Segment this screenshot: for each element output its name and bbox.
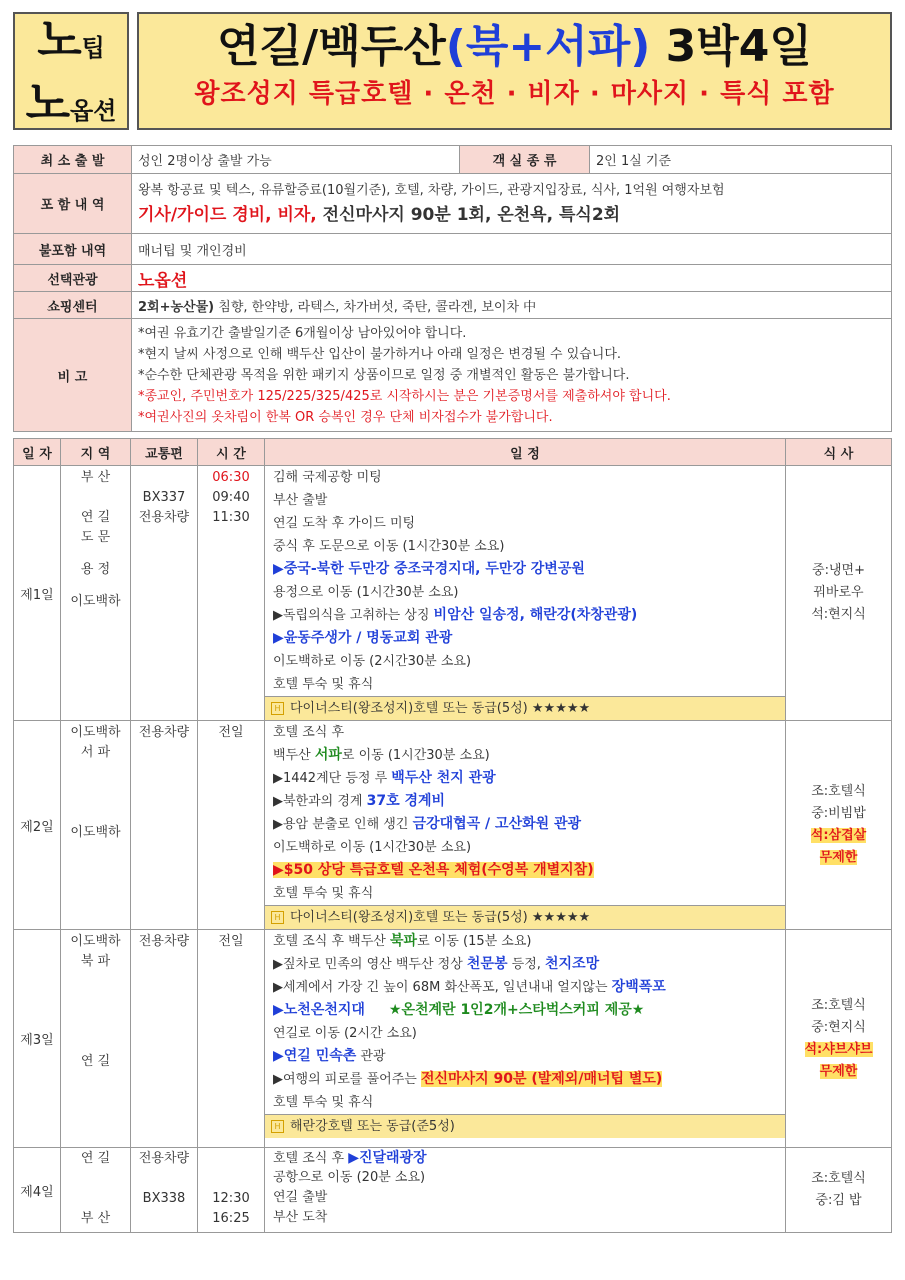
badge-no-1: 노 — [37, 13, 82, 67]
room-type-value: 2인 1실 기준 — [590, 146, 892, 174]
header-schedule: 일 정 — [265, 439, 786, 466]
day-transport: 전용차량 — [131, 930, 198, 1148]
room-type-label: 객 실 종 류 — [460, 146, 590, 174]
header-transport: 교통편 — [131, 439, 198, 466]
day-regions: 부 산 연 길 도 문 용 정 이도백하 — [61, 466, 131, 721]
day-row-1 — [14, 466, 892, 721]
notes-row — [14, 319, 892, 432]
itinerary-table — [13, 438, 892, 1233]
day-meals: 조:호텔식 중:김 밥 — [786, 1148, 892, 1233]
notes-label: 비 고 — [14, 319, 132, 432]
tour-info-table — [13, 145, 892, 432]
header-region: 지 역 — [61, 439, 131, 466]
shopping-row — [14, 292, 892, 319]
shopping-value: 2회+농산물) 침향, 한약방, 라텍스, 차가버섯, 죽탄, 콜라겐, 보이차 中 — [132, 292, 892, 319]
day-times: 06:30 09:40 11:30 — [198, 466, 265, 721]
day-regions: 이도백하 북 파 연 길 — [61, 930, 131, 1148]
no-tip-no-option-badge — [13, 12, 129, 130]
page-title: 연길/백두산(북+서파) 3박4일 — [217, 21, 812, 72]
day-meals: 조:호텔식 중:현지식 석:샤브샤브 무제한 — [786, 930, 892, 1148]
day-schedule: 김해 국제공항 미팅 부산 출발 연길 도착 후 가이드 미팅 중식 후 도문으로 이동 (1시간30분 소요) ▶중국-북한 두만강 중조국경지대, 두만강 강변공원 용정으로 이동 (1시간30분 소요) ▶독립의식을 고취하는 상징 비암산 일송정, 해란강(차창관광) ▶윤동주생가 / 명동교회 관광 이도백하로 이동 (2시간30분 소요) 호텔 투숙 및 휴식 H 다이너스티(왕조성지)호텔 또는 동급(5성) ★★★★★ — [265, 466, 786, 721]
excluded-row — [14, 234, 892, 265]
header-meals: 식 사 — [786, 439, 892, 466]
day-times: 12:30 16:25 — [198, 1148, 265, 1233]
day-row-3 — [14, 930, 892, 1148]
hotel-icon: H — [271, 1120, 284, 1133]
excluded-label: 불포함 내역 — [14, 234, 132, 265]
header-date: 일 자 — [14, 439, 61, 466]
hotel-info: H 다이너스티(왕조성지)호텔 또는 동급(5성) ★★★★★ — [265, 905, 785, 929]
day-row-2 — [14, 721, 892, 930]
day-meals: 중:냉면+ 꿔바로우 석:현지식 — [786, 466, 892, 721]
hotel-info: H 다이너스티(왕조성지)호텔 또는 동급(5성) ★★★★★ — [265, 696, 785, 720]
hotel-info: H 해란강호텔 또는 동급(준5성) — [265, 1114, 785, 1138]
optional-tour-row — [14, 265, 892, 292]
min-departure-label: 최 소 출 발 — [14, 146, 132, 174]
header-time: 시 간 — [198, 439, 265, 466]
optional-tour-value: 노옵션 — [132, 265, 892, 292]
day-row-4 — [14, 1148, 892, 1233]
badge-no-2: 노 — [25, 76, 71, 130]
day-times: 전일 — [198, 721, 265, 930]
day-schedule: 호텔 조식 후 ▶진달래광장 공항으로 이동 (20분 소요) 연길 출발 부산 도착 — [265, 1148, 786, 1233]
day-label: 제1일 — [14, 466, 61, 721]
day-transport: 전용차량 — [131, 721, 198, 930]
excluded-value: 매너팁 및 개인경비 — [132, 234, 892, 265]
hotel-icon: H — [271, 702, 284, 715]
day-regions: 이도백하 서 파 이도백하 — [61, 721, 131, 930]
day-times: 전일 — [198, 930, 265, 1148]
optional-tour-label: 선택관광 — [14, 265, 132, 292]
title-banner — [137, 12, 892, 130]
included-label: 포 함 내 역 — [14, 174, 132, 234]
day-transport: 전용차량 BX338 — [131, 1148, 198, 1233]
notes-value: *여권 유효기간 출발일기준 6개월이상 남아있어야 합니다. *현지 날씨 사정으로 인해 백두산 입산이 불가하거나 아래 일정은 변경될 수 있습니다. *순수한 단체관광 목적을 위한 패키지 상품이므로 일정 중 개별적인 활동은 불가합니다. *종교인, 주민번호가 125/225/325/425로 시작하시는 분은 기본증명서를 제출하셔야 합니다. *여권사진의 옷차림이 한복 OR 승복인 경우 단체 비자접수가 불가합니다. — [132, 319, 892, 432]
day-label: 제4일 — [14, 1148, 61, 1233]
page-subtitle: 왕조성지 특급호텔 · 온천 · 비자 · 마사지 · 특식 포함 — [194, 79, 835, 109]
day-schedule: 호텔 조식 후 백두산 서파로 이동 (1시간30분 소요) ▶1442계단 등정 루 백두산 천지 관광 ▶북한과의 경계 37호 경계비 ▶용암 분출로 인해 생긴 금강대협곡 / 고산화원 관광 이도백하로 이동 (1시간30분 소요) ▶$50 상당 특급호텔 온천욕 체험(수영복 개별지참) 호텔 투숙 및 휴식 H 다이너스티(왕조성지)호텔 또는 동급(5성) ★★★★★ — [265, 721, 786, 930]
included-value: 왕복 항공료 및 텍스, 유류할증료(10월기준), 호텔, 차량, 가이드, 관광지입장료, 식사, 1억원 여행자보험 기사/가이드 경비, 비자, 전신마사지 90분 1회, 온천욕, 특식2회 — [132, 174, 892, 234]
day-transport: BX337 전용차량 — [131, 466, 198, 721]
itinerary-header-row — [14, 439, 892, 466]
min-departure-value: 성인 2명이상 출발 가능 — [132, 146, 460, 174]
day-label: 제3일 — [14, 930, 61, 1148]
day-meals: 조:호텔식 중:비빔밥 석:삼겹살 무제한 — [786, 721, 892, 930]
badge-option: 옵션 — [70, 97, 117, 125]
hotel-icon: H — [271, 911, 284, 924]
shopping-label: 쇼핑센터 — [14, 292, 132, 319]
min-departure-row — [14, 146, 892, 174]
day-label: 제2일 — [14, 721, 61, 930]
day-regions: 연 길 부 산 — [61, 1148, 131, 1233]
included-row — [14, 174, 892, 234]
day-schedule: 호텔 조식 후 백두산 북파로 이동 (15분 소요) ▶짚차로 민족의 영산 백두산 정상 천문봉 등정, 천지조망 ▶세계에서 가장 긴 높이 68M 화산폭포, 일년내내 얼지않는 장백폭포 ▶노천온천지대 ★온천계란 1인2개+스타벅스커피 제공★ 연길로 이동 (2시간 소요) ▶연길 민속촌 관광 ▶여행의 피로를 풀어주는 전신마사지 90분 (발제외/매너팁 별도) 호텔 투숙 및 휴식 H 해란강호텔 또는 동급(준5성) — [265, 930, 786, 1148]
badge-tip: 팁 — [81, 34, 105, 62]
